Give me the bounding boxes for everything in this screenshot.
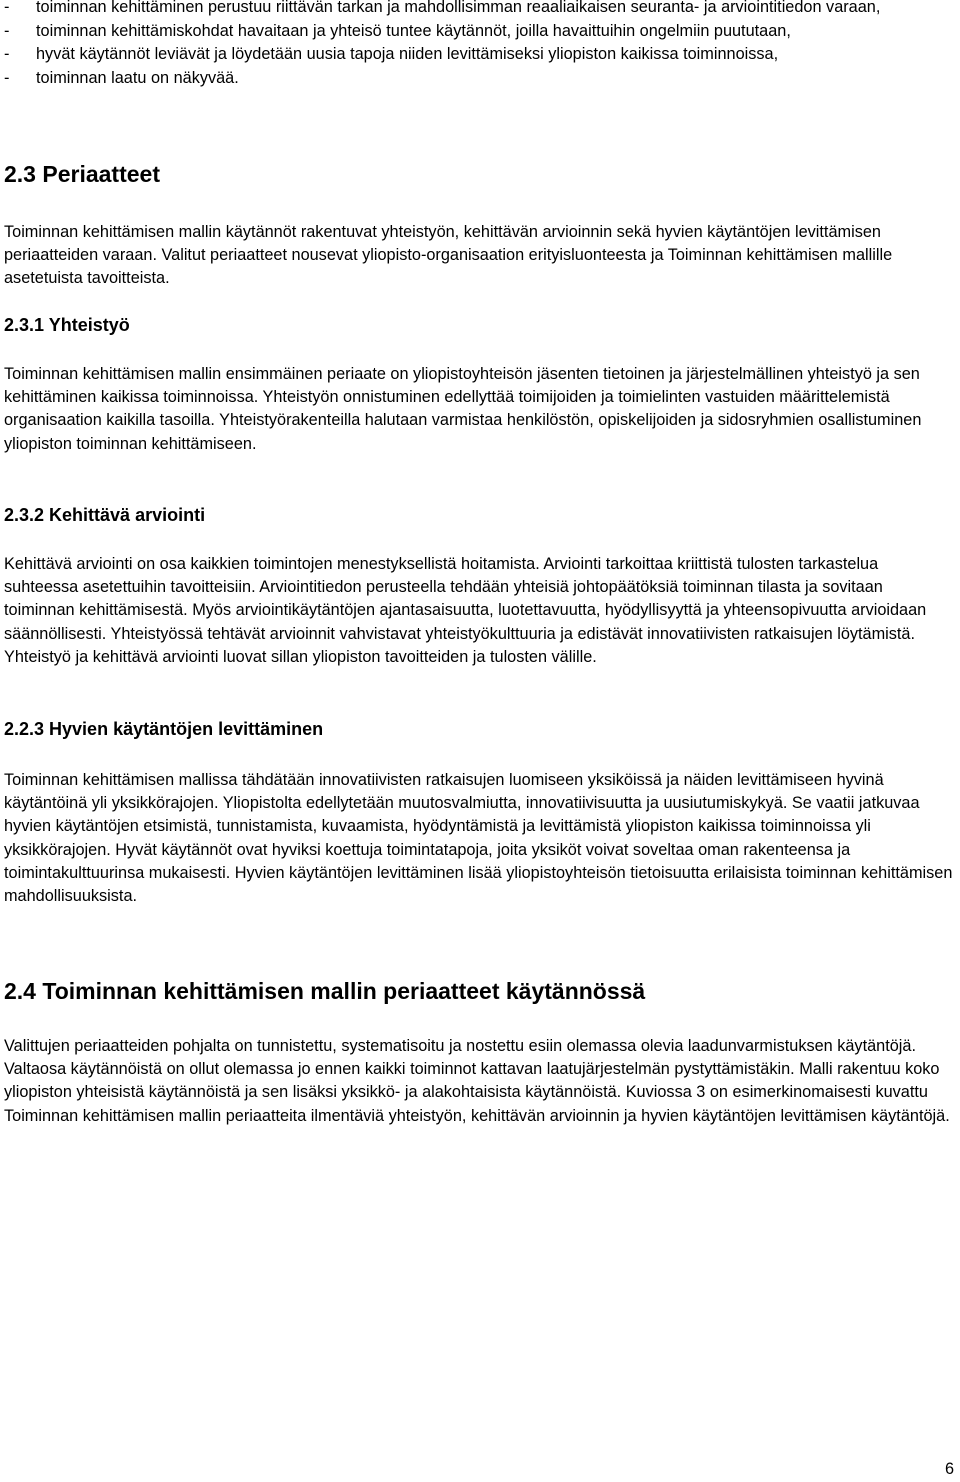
list-item [4, 0, 956, 20]
list-item [4, 67, 956, 91]
bullet-marker: - [4, 68, 10, 87]
bullet-text: toiminnan laatu on näkyvää. [36, 68, 239, 87]
section-paragraph-2-4: Valittujen periaatteiden pohjalta on tunnistettu, systematisoitu ja nostettu esiin olemassa olevia laadunvarmistuksen käytäntöjä. Valtaosa käytännöistä on ollut olemassa jo ennen kaikki toiminnot kattavan laatujärjestelmän pystyttämistäkin. Malli rakentuu koko yliopiston yhteisistä käytännöistä ja sen lisäksi yksikkö- ja alakohtaisista käytännöistä. Kuviossa 3 on esimerkinomaisesti kuvattu Toiminnan kehittämisen mallin periaatteita ilmentäviä yhteistyön, kehittävän arvioinnin ja hyvien käytäntöjen levittämisen käytäntöjä. [4, 1037, 950, 1125]
section-paragraph-2-3-1: Toiminnan kehittämisen mallin ensimmäinen periaate on yliopistoyhteisön jäsenten tietoinen ja järjestelmällinen yhteistyö ja sen kehittäminen kaikissa toiminnoissa. Yhteistyön onnistuminen edellyttää toimijoiden ja toimielinten vastuiden määrittelemistä organisaation kaikilla tasoilla. Yhteistyörakenteilla halutaan varmistaa henkilöstön, opiskelijoiden ja sidosryhmien osallistuminen yliopiston toiminnan kehittämiseen. [4, 365, 922, 453]
section-heading-2-4: 2.4 Toiminnan kehittämisen mallin periaatteet käytännössä [4, 978, 646, 1004]
bullet-text: toiminnan kehittämiskohdat havaitaan ja yhteisö tuntee käytännöt, joilla havaittuihin ongelmiin puututaan, [36, 21, 791, 40]
bullet-marker: - [4, 21, 10, 40]
section-heading-2-3-1: 2.3.1 Yhteistyö [4, 315, 130, 335]
bullet-text: hyvät käytännöt leviävät ja löydetään uusia tapoja niiden levittämiseksi yliopiston kaikissa toiminnoissa, [36, 45, 779, 63]
section-paragraph-2-3-2: Kehittävä arviointi on osa kaikkien toimintojen menestyksellistä hoitamista. Arviointi tarkoittaa kriittistä tulosten tarkastelua suhteessa asetettuihin tavoitteisiin. Arviointitiedon perusteella tehdään yhteisiä johtopäätöksiä toiminnan tilasta ja sovitaan toiminnan kehittämisestä. Myös arviointikäytäntöjen ajantasaisuutta, luotettavuutta, hyödyllisyyttä ja yhteensopivuutta arvioidaan säännöllisesti. Yhteistyössä tehtävät arvioinnit vahvistavat yhteistyökulttuuria ja edistävät innovatiivisten ratkaisujen löytämistä. Yhteistyö ja kehittävä arviointi luovat sillan yliopiston tavoitteiden ja tulosten välille. [4, 555, 927, 666]
bullet-marker: - [4, 0, 10, 16]
section-paragraph-2-3: Toiminnan kehittämisen mallin käytännöt rakentuvat yhteistyön, kehittävän arvioinnin sekä hyvien käytäntöjen levittämisen periaatteiden varaan. Valitut periaatteet nousevat yliopisto-organisaation erityisluonteesta ja Toiminnan kehittämisen mallille asetetuista tavoitteista. [4, 223, 893, 288]
bullet-marker: - [4, 45, 10, 63]
bullet-text: toiminnan kehittäminen perustuu riittävän tarkan ja mahdollisimman reaaliaikaisen seuranta- ja arviointitiedon varaan, [36, 0, 881, 16]
section-heading-2-2-3: 2.2.3 Hyvien käytäntöjen levittäminen [4, 719, 324, 739]
list-item [4, 20, 956, 44]
section-paragraph-2-2-3: Toiminnan kehittämisen mallissa tähdätään innovatiivisten ratkaisujen luomiseen yksiköissä ja näiden levittämiseen hyvinä käytäntöinä yli yksikkörajojen. Yliopistolta edellytetään muutosvalmiutta, innovatiivisuutta ja uusiutumiskykyä. Se vaatii jatkuvaa hyvien käytäntöjen etsimistä, tunnistamista, kuvaamista, hyödyntämistä ja levittämistä yliopiston kaikissa toiminnoissa yli yksikkörajojen. Hyvät käytännöt ovat hyviksi koettuja toimintatapoja, joita yksiköt voivat soveltaa oman rakenteensa ja toimintakulttuurinsa mukaisesti. Hyvien käytäntöjen levittäminen lisää yliopistoyhteisön tietoisuutta erilaisista toiminnan kehittämisen mahdollisuuksista. [4, 771, 953, 906]
bullet-list [4, 0, 956, 90]
list-item [4, 43, 956, 67]
section-heading-2-3-2: 2.3.2 Kehittävä arviointi [4, 505, 206, 525]
section-heading-2-3: 2.3 Periaatteet [4, 161, 160, 187]
page-number: 6 [944, 1460, 954, 1478]
